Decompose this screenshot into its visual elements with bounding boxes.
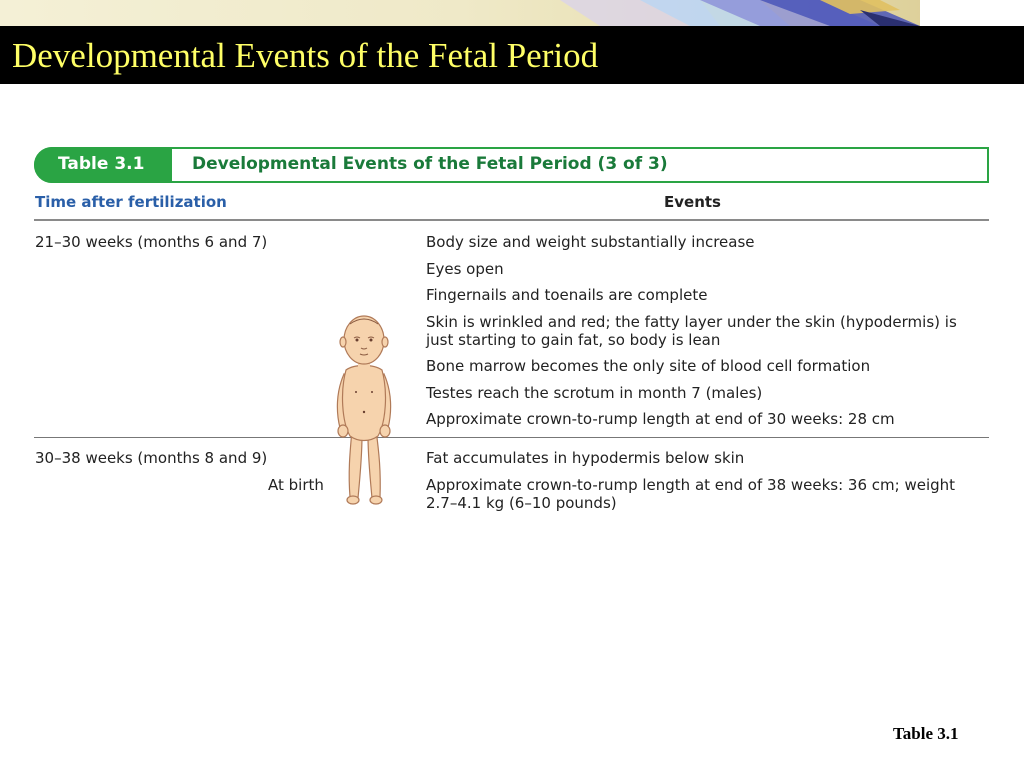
row-divider <box>34 437 989 438</box>
newborn-baby-illustration <box>324 312 404 508</box>
event-item: Testes reach the scrotum in month 7 (males) <box>426 384 763 402</box>
header-divider <box>34 219 989 221</box>
row-time-cell: 30–38 weeks (months 8 and 9) <box>35 449 268 467</box>
event-item: Fat accumulates in hypodermis below skin <box>426 449 745 467</box>
row-time-cell: 21–30 weeks (months 6 and 7) <box>35 233 268 251</box>
slide-title: Developmental Events of the Fetal Period <box>12 36 599 75</box>
column-header-time: Time after fertilization <box>35 193 227 211</box>
event-item: Approximate crown-to-rump length at end of 38 weeks: 36 cm; weight 2.7–4.1 kg (6–10 pounds) <box>426 476 956 512</box>
event-item: Approximate crown-to-rump length at end of 30 weeks: 28 cm <box>426 410 895 428</box>
event-item: Skin is wrinkled and red; the fatty layer under the skin (hypodermis) is just starting to gain fat, so body is lean <box>426 313 957 349</box>
image-caption-at-birth: At birth <box>268 476 324 494</box>
footer-table-reference: Table 3.1 <box>893 724 959 743</box>
decorative-top-banner <box>0 0 1024 26</box>
event-item: Fingernails and toenails are complete <box>426 286 708 304</box>
event-item: Bone marrow becomes the only site of blood cell formation <box>426 357 871 375</box>
event-item: Body size and weight substantially increase <box>426 233 755 251</box>
event-item: Eyes open <box>426 260 504 278</box>
table-caption: Developmental Events of the Fetal Period (3 of 3) <box>192 154 668 174</box>
table-number-label: Table 3.1 <box>58 154 145 174</box>
column-header-events: Events <box>664 193 721 211</box>
